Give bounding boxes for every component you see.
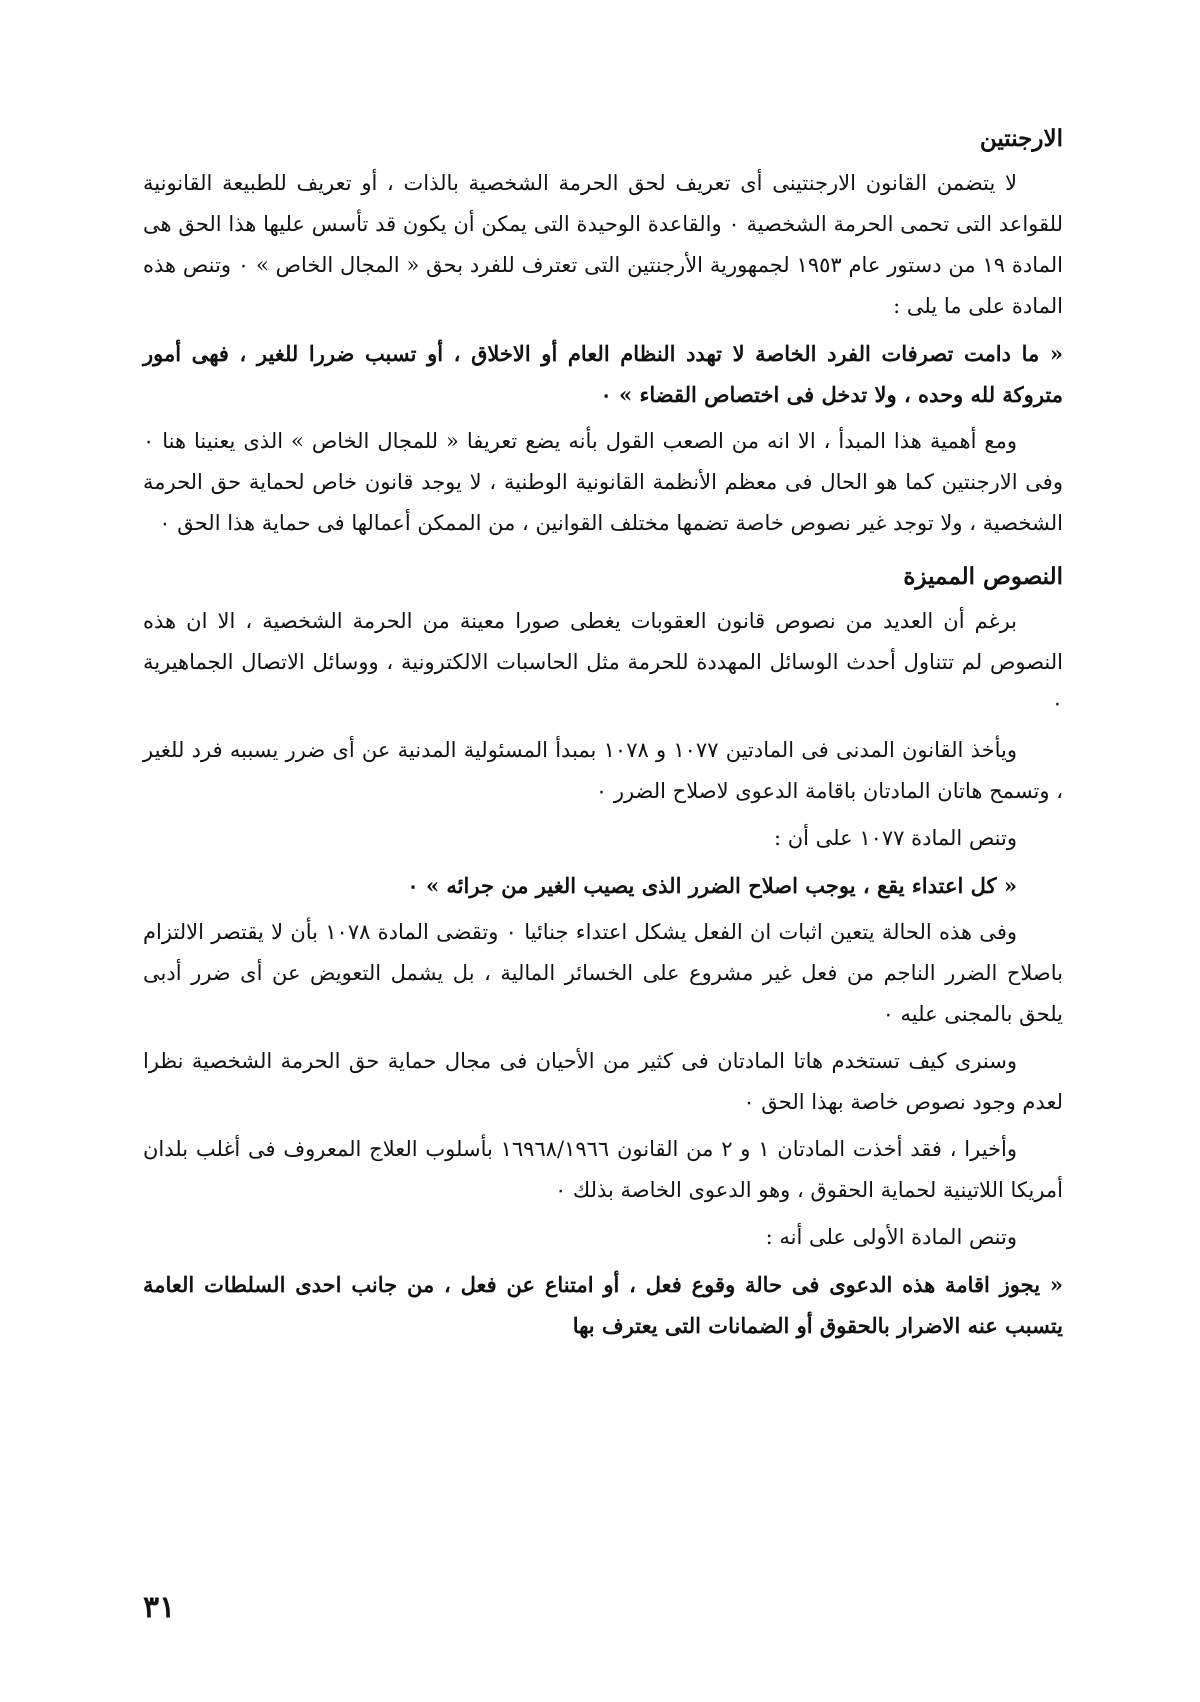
paragraph: وأخيرا ، فقد أخذت المادتان ١ و ٢ من القانون ١٦٩٦٨/١٩٦٦ بأسلوب العلاج المعروف فى أغلب بلدان أمريكا اللاتينية لحماية الحقوق ، وهو الدعوى الخاصة بذلك ٠ <box>143 1137 1063 1202</box>
paragraph: لا يتضمن القانون الارجنتينى أى تعريف لحق الحرمة الشخصية بالذات ، أو تعريف للطبيعة القانونية للقواعد التى تحمى الحرمة الشخصية ٠ والقاعدة الوحيدة التى يمكن أن يكون قد تأسس عليها هذا الحق هى المادة ١٩ من دستور عام ١٩٥٣ لجمهورية الأرجنتين التى تعترف للفرد بحق « المجال الخاص » ٠ وتنص هذه المادة على ما يلى : <box>143 171 1063 318</box>
section-heading-argentina: الارجنتين <box>979 125 1063 152</box>
section-heading-distinct-texts: النصوص المميزة <box>903 563 1063 590</box>
quoted-article-1077: « كل اعتداء يقع ، يوجب اصلاح الضرر الذى يصيب الغير من جرائه » ٠ <box>407 873 1017 898</box>
paragraph: ويأخذ القانون المدنى فى المادتين ١٠٧٧ و ١٠٧٨ بمبدأ المسئولية المدنية عن أى ضرر يسببه فرد للغير ، وتسمح هاتان المادتان باقامة الدعوى لاصلاح الضرر ٠ <box>143 738 1063 803</box>
document-body <box>143 118 1063 1352</box>
quoted-first-article: « يجوز اقامة هذه الدعوى فى حالة وقوع فعل ، أو امتناع عن فعل ، من جانب احدى السلطات العامة يتسبب عنه الاضرار بالحقوق أو الضمانات التى يعترف بها <box>143 1272 1063 1338</box>
quoted-article-19: « ما دامت تصرفات الفرد الخاصة لا تهدد النظام العام أو الاخلاق ، أو تسبب ضررا للغير ، فهى أمور متروكة لله وحده ، ولا تدخل فى اختصاص القضاء » ٠ <box>143 341 1063 407</box>
page-number: ٣١ <box>143 1590 176 1625</box>
paragraph: وسنرى كيف تستخدم هاتا المادتان فى كثير من الأحيان فى مجال حماية حق الحرمة الشخصية نظرا لعدم وجود نصوص خاصة بهذا الحق ٠ <box>143 1049 1063 1114</box>
paragraph: برغم أن العديد من نصوص قانون العقوبات يغطى صورا معينة من الحرمة الشخصية ، الا ان هذه النصوص لم تتناول أحدث الوسائل المهددة للحرمة مثل الحاسبات الالكترونية ، ووسائل الاتصال الجماهيرية ٠ <box>143 609 1063 715</box>
paragraph: وتنص المادة الأولى على أنه : <box>765 1225 1017 1249</box>
paragraph: ومع أهمية هذا المبدأ ، الا انه من الصعب القول بأنه يضع تعريفا « للمجال الخاص » الذى يعنينا هنا ٠ وفى الارجنتين كما هو الحال فى معظم الأنظمة القانونية الوطنية ، لا يوجد قانون خاص لحماية حق الحرمة الشخصية ، ولا توجد غير نصوص خاصة تضمها مختلف القوانين ، من الممكن أعمالها فى حماية هذا الحق ٠ <box>143 429 1063 535</box>
paragraph: وتنص المادة ١٠٧٧ على أن : <box>774 826 1017 850</box>
paragraph: وفى هذه الحالة يتعين اثبات ان الفعل يشكل اعتداء جنائيا ٠ وتقضى المادة ١٠٧٨ بأن لا يقتصر الالتزام باصلاح الضرر الناجم من فعل غير مشروع على الخسائر المالية ، بل يشمل التعويض عن أى ضرر أدبى يلحق بالمجنى عليه ٠ <box>143 920 1063 1026</box>
